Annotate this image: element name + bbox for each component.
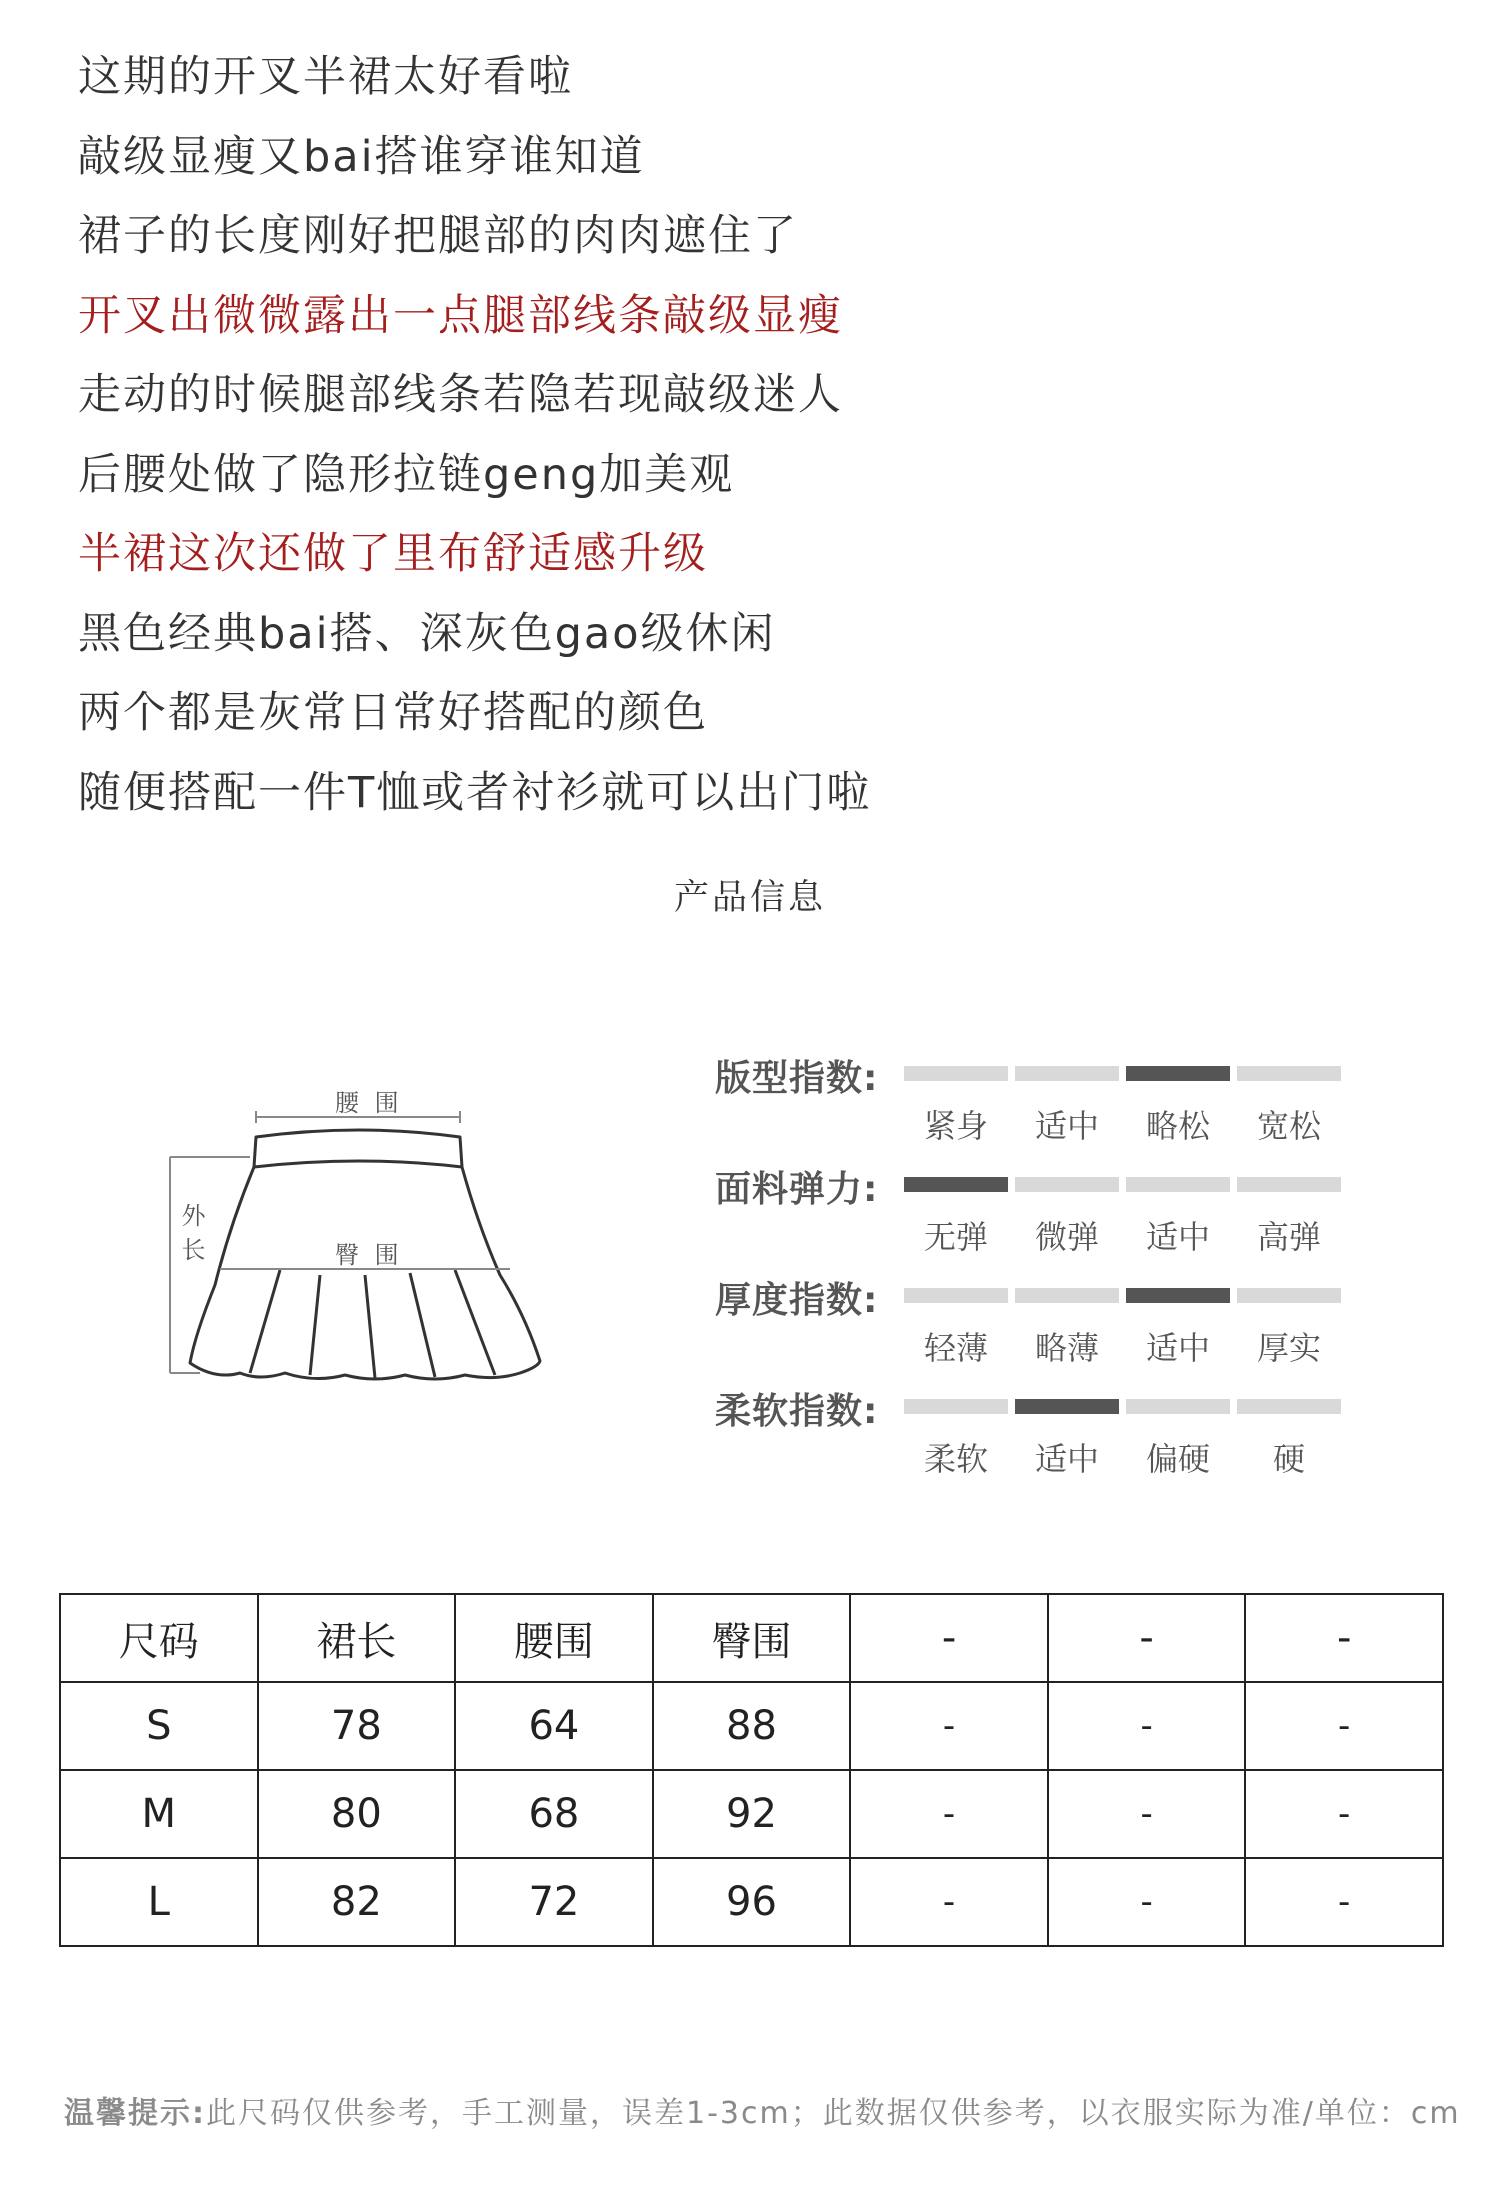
index-label: 面料弹力: — [715, 1169, 879, 1210]
index-option: 紧身 — [923, 1107, 988, 1145]
size-table-header — [60, 1594, 1443, 1682]
intro-line-7-highlight: 半裙这次还做了里布舒适感升级 — [78, 529, 708, 579]
length-label: 外长 — [177, 1203, 205, 1271]
index-option: 适中 — [1145, 1329, 1210, 1367]
table-row — [60, 1770, 1443, 1858]
index-bar-segment — [904, 1399, 1008, 1414]
header-cell: 腰围 — [455, 1594, 653, 1682]
header-cell: - — [1048, 1594, 1246, 1682]
table-cell: - — [1048, 1682, 1246, 1770]
index-bar-segment — [1237, 1066, 1341, 1081]
index-bar-segment — [1126, 1177, 1230, 1192]
index-softness — [715, 1383, 1355, 1494]
index-bar-segment — [1015, 1177, 1119, 1192]
table-cell: 82 — [258, 1858, 456, 1946]
index-option: 厚实 — [1256, 1329, 1321, 1367]
index-option: 略薄 — [1034, 1329, 1099, 1367]
table-cell: - — [1245, 1682, 1443, 1770]
note-text: 此尺码仅供参考，手工测量，误差1-3cm；此数据仅供参考，以衣服实际为准/单位：cm — [206, 2096, 1461, 2131]
table-cell: 96 — [653, 1858, 851, 1946]
index-option: 偏硬 — [1145, 1440, 1210, 1478]
table-cell: 88 — [653, 1682, 851, 1770]
index-bar-segment — [1126, 1399, 1230, 1414]
section-title: 产品信息 — [673, 878, 826, 918]
header-cell: 臀围 — [653, 1594, 851, 1682]
intro-line-1: 这期的开叉半裙太好看啦 — [78, 52, 573, 102]
table-cell: 64 — [455, 1682, 653, 1770]
waist-label: 腰 围 — [335, 1089, 403, 1117]
table-cell: - — [1245, 1858, 1443, 1946]
index-bar-segment — [904, 1066, 1008, 1081]
header-cell: 尺码 — [60, 1594, 258, 1682]
size-table — [59, 1593, 1444, 1947]
table-cell: - — [1245, 1770, 1443, 1858]
table-cell: - — [850, 1682, 1048, 1770]
index-bar-segment — [1015, 1066, 1119, 1081]
note-label: 温馨提示: — [64, 2096, 206, 2131]
index-option: 微弹 — [1034, 1218, 1099, 1256]
intro-line-3: 裙子的长度刚好把腿部的肉肉遮住了 — [78, 211, 798, 261]
index-bar-segment — [1015, 1399, 1119, 1414]
product-indices — [715, 1050, 1355, 1494]
intro-line-5: 走动的时候腿部线条若隐若现敲级迷人 — [78, 370, 843, 420]
header-cell: - — [850, 1594, 1048, 1682]
table-cell: 68 — [455, 1770, 653, 1858]
index-label: 版型指数: — [715, 1058, 879, 1099]
index-bar-segment — [904, 1288, 1008, 1303]
intro-line-2: 敲级显瘦又bai搭谁穿谁知道 — [78, 131, 645, 182]
table-cell: - — [850, 1858, 1048, 1946]
index-label: 厚度指数: — [715, 1280, 879, 1321]
table-cell: 92 — [653, 1770, 851, 1858]
index-bar-segment — [1237, 1288, 1341, 1303]
index-option: 略松 — [1145, 1107, 1210, 1145]
index-option: 适中 — [1145, 1218, 1210, 1256]
index-option: 无弹 — [923, 1218, 988, 1256]
index-option: 柔软 — [923, 1440, 988, 1478]
table-row — [60, 1858, 1443, 1946]
note — [64, 2088, 1464, 2132]
intro-line-9: 两个都是灰常日常好搭配的颜色 — [78, 688, 708, 738]
index-label: 柔软指数: — [715, 1391, 879, 1432]
table-cell: 80 — [258, 1770, 456, 1858]
header-cell: - — [1245, 1594, 1443, 1682]
index-option: 适中 — [1034, 1107, 1099, 1145]
table-cell: M — [60, 1770, 258, 1858]
table-row — [60, 1682, 1443, 1770]
index-option: 宽松 — [1256, 1107, 1321, 1145]
table-cell: 78 — [258, 1682, 456, 1770]
intro-line-6: 后腰处做了隐形拉链geng加美观 — [78, 449, 735, 500]
index-bar-segment — [1126, 1288, 1230, 1303]
index-option: 适中 — [1034, 1440, 1099, 1478]
index-elasticity — [715, 1161, 1355, 1272]
intro-line-8: 黑色经典bai搭、深灰色gao级休闲 — [78, 608, 776, 659]
intro-text — [78, 38, 1458, 833]
table-cell: 72 — [455, 1858, 653, 1946]
header-cell: 裙长 — [258, 1594, 456, 1682]
index-bar-segment — [1237, 1399, 1341, 1414]
index-bar-segment — [1015, 1288, 1119, 1303]
table-cell: L — [60, 1858, 258, 1946]
index-option: 硬 — [1272, 1440, 1305, 1478]
skirt-diagram — [160, 1085, 560, 1395]
index-thickness — [715, 1272, 1355, 1383]
table-cell: - — [1048, 1770, 1246, 1858]
intro-line-10: 随便搭配一件T恤或者衬衫就可以出门啦 — [78, 767, 872, 818]
index-fit — [715, 1050, 1355, 1161]
index-bar-segment — [1126, 1066, 1230, 1081]
index-bar-segment — [904, 1177, 1008, 1192]
hip-label: 臀 围 — [335, 1241, 403, 1269]
intro-line-4-highlight: 开叉出微微露出一点腿部线条敲级显瘦 — [78, 290, 843, 341]
index-option: 高弹 — [1256, 1218, 1321, 1256]
index-bar-segment — [1237, 1177, 1341, 1192]
table-cell: S — [60, 1682, 258, 1770]
index-option: 轻薄 — [923, 1329, 988, 1367]
table-cell: - — [850, 1770, 1048, 1858]
table-cell: - — [1048, 1858, 1246, 1946]
